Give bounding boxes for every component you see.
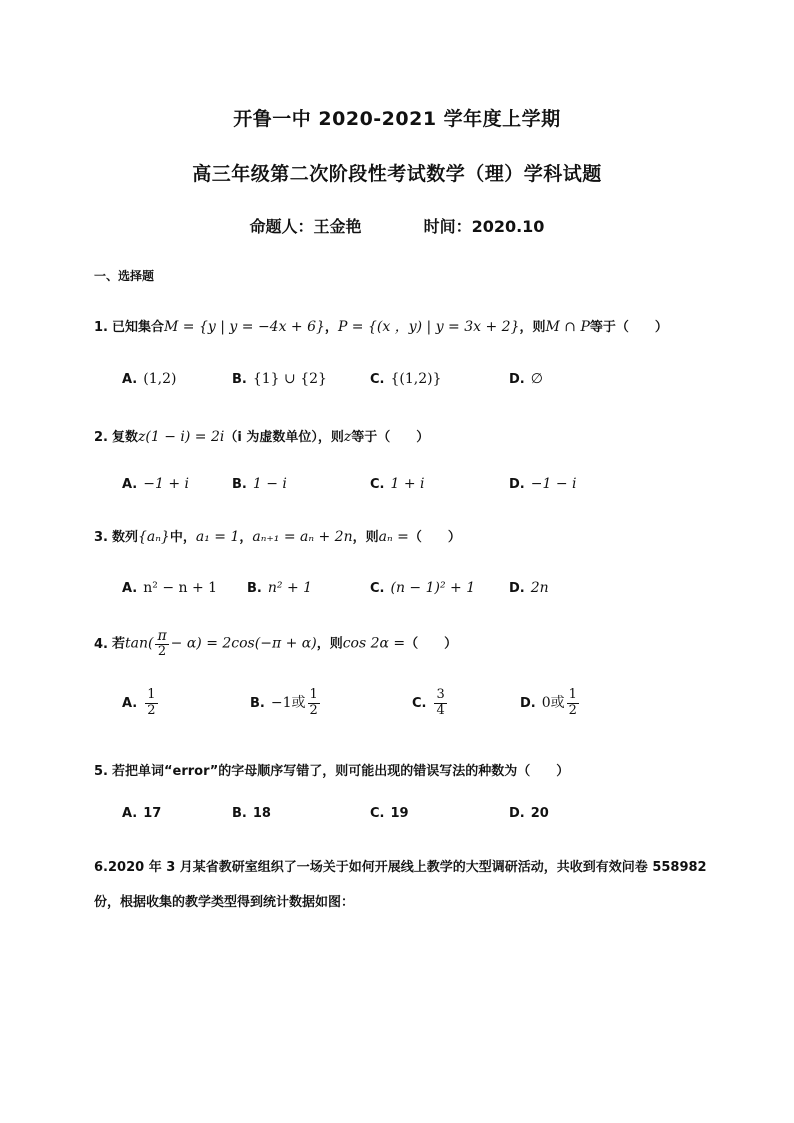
option-b: B. −1或 $\frac{1}{2}$	[250, 687, 318, 718]
math-expr: z(1 − i) = 2i	[138, 429, 225, 445]
question-text: 若把单词“error”的字母顺序写错了，则可能出现的错误写法的种数为（ ）	[111, 764, 570, 779]
question-text: 数列	[111, 530, 138, 545]
question-number: 3.	[94, 530, 108, 545]
question-2	[94, 426, 429, 445]
option-d: D. 20	[509, 806, 549, 821]
question-4	[94, 628, 457, 660]
author-label: 命题人：王金艳	[249, 217, 362, 236]
question-text: ，则	[519, 320, 546, 335]
question-text: （ ）	[405, 636, 458, 652]
question-number: 4.	[94, 636, 108, 652]
question-text: 已知集合	[111, 320, 164, 335]
option-c: C. 19	[370, 806, 409, 821]
exam-subject-title: 高三年级第二次阶段性考试数学（理）学科试题	[192, 163, 602, 185]
question-text: 2020 年 3 月某省教研室组织了一场关于如何开展线上教学的大型调研活动，共收到有效问卷 558982 份，根据收集的教学类型得到统计数据如图：	[94, 860, 707, 910]
option-d: D. −1 − i	[509, 476, 577, 492]
option-a: A. (1,2)	[122, 371, 177, 387]
separator: ，	[324, 320, 338, 335]
question-text: 复数	[111, 430, 138, 445]
math-expr: P = {(x ，y) | y = 3x + 2}	[337, 319, 520, 335]
math-expr: cos 2α =	[342, 635, 406, 652]
option-c: C. 1 + i	[370, 476, 425, 492]
question-1	[94, 316, 668, 336]
section-heading: 一、选择题	[94, 269, 155, 283]
fraction: $\frac{\pi}{2}$	[157, 628, 167, 660]
option-c: C. {(1,2)}	[370, 371, 442, 387]
option-b: B. n² + 1	[247, 580, 313, 596]
question-number: 2.	[94, 430, 108, 445]
question-text: 若	[111, 636, 125, 652]
option-a: A. −1 + i	[122, 476, 189, 492]
option-a: A. 17	[122, 806, 162, 821]
math-expr: − α) = 2cos(−π + α)	[170, 635, 317, 652]
math-expr: aₙ₊₁ = aₙ + 2n	[252, 529, 353, 545]
option-a: A. n² − n + 1	[122, 580, 218, 596]
separator: ，	[239, 530, 253, 545]
math-expr: M = {y | y = −4x + 6}	[164, 319, 325, 335]
question-text: 等于（ ）	[589, 320, 668, 335]
math-expr: z	[343, 429, 352, 445]
exam-time: 时间：2020.10	[423, 217, 545, 236]
question-5	[94, 760, 569, 779]
math-expr: tan(	[125, 635, 154, 652]
question-number: 6.	[94, 860, 108, 875]
option-d: D. 2n	[509, 580, 549, 596]
option-b: B. 1 − i	[232, 476, 287, 492]
option-d: D. ∅	[509, 371, 543, 387]
question-3	[94, 526, 461, 545]
option-a: A. $\frac{1}{2}$	[122, 687, 156, 718]
math-expr: aₙ =	[378, 529, 409, 545]
option-d: D. 0或 $\frac{1}{2}$	[520, 687, 577, 718]
math-expr: {aₙ}	[138, 529, 170, 545]
question-number: 5.	[94, 764, 108, 779]
question-text: 中，	[169, 530, 196, 545]
question-text: ，则	[316, 636, 343, 652]
exam-school-title: 开鲁一中 2020-2021 学年度上学期	[233, 108, 561, 130]
question-text: ，则	[352, 530, 379, 545]
option-c: C. $\frac{3}{4}$	[412, 687, 445, 718]
option-b: B. 18	[232, 806, 271, 821]
math-expr: M ∩ P	[545, 319, 590, 335]
question-text: （ ）	[408, 530, 461, 545]
question-text: 等于（ ）	[351, 430, 430, 445]
exam-meta	[0, 214, 794, 237]
option-b: B. {1} ∪ {2}	[232, 371, 327, 387]
question-text: （i 为虚数单位），则	[224, 430, 344, 445]
question-number: 1.	[94, 320, 108, 335]
option-c: C. (n − 1)² + 1	[370, 580, 476, 596]
question-6	[94, 850, 714, 920]
math-expr: a₁ = 1	[195, 529, 240, 545]
